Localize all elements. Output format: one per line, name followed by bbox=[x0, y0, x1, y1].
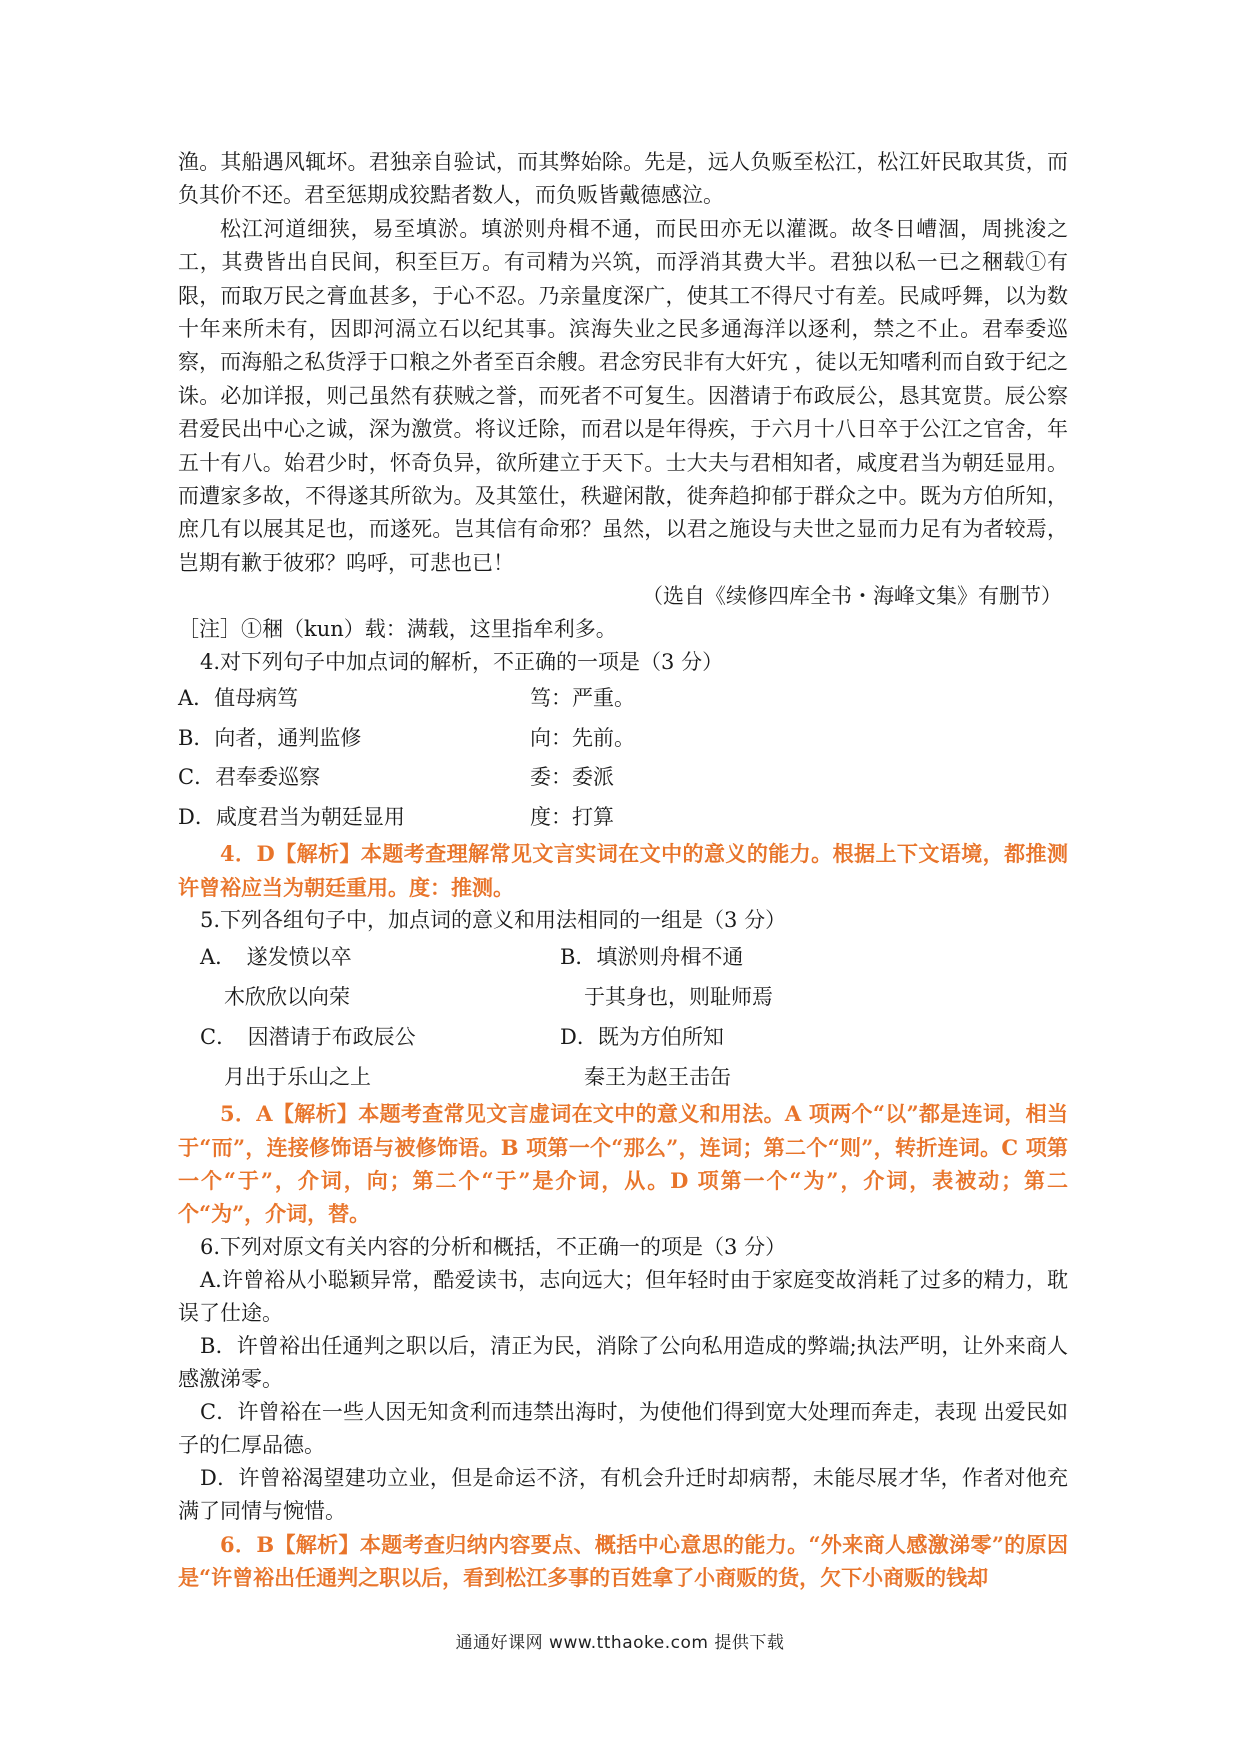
question-5-option-d-1: D．既为方伯所知 bbox=[560, 1025, 724, 1050]
question-4-option-c bbox=[178, 758, 1068, 798]
option-explanation: 向：先前。 bbox=[530, 725, 635, 750]
option-text: A．值母病笃 bbox=[178, 686, 299, 711]
option-text: D．咸度君当为朝廷显用 bbox=[178, 804, 405, 829]
passage-paragraph-2: 松江河道细狭，易至填淤。填淤则舟楫不通，而民田亦无以灌溉。故冬日嶆涸，周挑浚之工，其费皆出自民间，积至巨万。有司精为兴筑，而浮消其费大半。君独以私一已之稇载①有限，而取万民之膏血甚多，于心不忍。乃亲量度深广，使其工不得尺寸有差。民咸呼舞，以为数十年来所未有，因即河滆立石以纪其事。滨海失业之民多通海洋以逐利，禁之不止。君奉委巡察，而海船之私货浮于口粮之外者至百余艘。君念穷民非有大奸宄 ，徒以无知嗜利而自致于纪之诛。必加详报，则己虽然有获贼之誉，而死者不可复生。因潜请于布政辰公，恳其宽贳。辰公察君爱民出中心之诚，深为激赏。将议迁除，而君以是年得疾，于六月十八日卒于公江之官舍，年五十有八。始君少时，怀奇负异，欲所建立于天下。士大夫与君相知者，咸度君当为朝廷显用。而遭家多故，不得遂其所欲为。及其筮仕，秩避闲散，徙奔趋抑郁于群众之中。既为方伯所知，庶几有以展其足也，而遂死。岂其信有命邪？虽然，以君之施设与夫世之显而力足有为者较焉，岂期有歉于彼邪？呜呼，可悲也已！ bbox=[178, 216, 1068, 575]
option-explanation: 度：打算 bbox=[530, 804, 614, 829]
question-6-stem: 6.下列对原文有关内容的分析和概括，不正确一的项是（3 分） bbox=[200, 1234, 787, 1259]
question-5-option-b-2: 于其身也，则耻师焉 bbox=[584, 985, 773, 1010]
question-4-answer: 4．D【解析】本题考查理解常见文言实词在文中的意义的能力。根据上下文语境，都推测许曾裕应当为朝廷重用。度：推测。 bbox=[178, 841, 1068, 900]
question-6-option-c: C．许曾裕在一些人因无知贪利而违禁出海时，为使他们得到宽大处理而奔走，表现 出爱民如子的仁厚品德。 bbox=[178, 1399, 1068, 1457]
question-5-option-b-1: B．填淤则舟楫不通 bbox=[560, 945, 744, 970]
question-5-option-a-1: A． 遂发愤以卒 bbox=[200, 945, 352, 970]
question-6-option-d: D．许曾裕渴望建功立业，但是命运不济，有机会升迁时却病帮，未能尽展才华，作者对他充满了同情与惋惜。 bbox=[178, 1465, 1068, 1523]
question-4-option-a bbox=[178, 679, 1068, 719]
question-5-option-a-2: 木欣欣以向荣 bbox=[224, 985, 350, 1010]
question-5-option-d-2: 秦王为赵王击缶 bbox=[584, 1065, 731, 1090]
question-4-stem: 4.对下列句子中加点词的解析，不正确的一项是（3 分） bbox=[200, 650, 724, 675]
passage-note: ［注］①稇（kun）载：满载，这里指牟利多。 bbox=[178, 617, 617, 642]
option-text: B．向者，通判监修 bbox=[178, 725, 362, 750]
option-explanation: 委：委派 bbox=[530, 765, 614, 790]
question-5-options bbox=[178, 937, 1068, 1097]
question-4-option-b bbox=[178, 719, 1068, 759]
question-5-option-c-1: C． 因潜请于布政辰公 bbox=[200, 1025, 416, 1050]
question-6-answer: 6．B【解析】本题考查归纳内容要点、概括中心意思的能力。“外来商人感激涕零”的原因是“许曾裕出任通判之职以后，看到松江多事的百姓拿了小商贩的货，欠下小商贩的钱却 bbox=[178, 1531, 1068, 1591]
option-explanation: 笃：严重。 bbox=[530, 686, 635, 711]
question-5-option-c-2: 月出于乐山之上 bbox=[224, 1065, 371, 1090]
page-footer: 通通好课网 www.tthaoke.com 提供下载 bbox=[455, 1633, 785, 1653]
question-5-stem: 5.下列各组句子中，加点词的意义和用法相同的一组是（3 分） bbox=[200, 908, 787, 933]
passage-source: （选自《续修四库全书・海峰文集》有删节） bbox=[642, 584, 1062, 609]
passage-paragraph-1: 渔。其船遇风辄坏。君独亲自验试，而其弊始除。先是，远人负贩至松江，松江奸民取其货，而负其价不还。君至惩期成狡黠者数人，而负贩皆戴德感泣。 bbox=[178, 150, 1068, 208]
question-5-answer: 5．A【解析】本题考查常见文言虚词在文中的意义和用法。A 项两个“以”都是连词，相当于“而”，连接修饰语与被修饰语。B 项第一个“那么”，连词；第二个“则”，转折连词。C 项第一个“于”，介词，向；第二个“于”是介词，从。D 项第一个“为”，介词，表被动；第二个“为”，介词，替。 bbox=[178, 1101, 1068, 1227]
document-content bbox=[178, 146, 1068, 1595]
question-4-option-d bbox=[178, 798, 1068, 838]
question-6-option-a: A.许曾裕从小聪颖异常，酷爱读书，志向远大；但年轻时由于家庭变故消耗了过多的精力，耽误了仕途。 bbox=[178, 1267, 1068, 1325]
option-text: C．君奉委巡察 bbox=[178, 765, 321, 790]
question-6-option-b: B．许曾裕出任通判之职以后，清正为民，消除了公向私用造成的弊端;执法严明，让外来商人感激涕零。 bbox=[178, 1333, 1068, 1391]
